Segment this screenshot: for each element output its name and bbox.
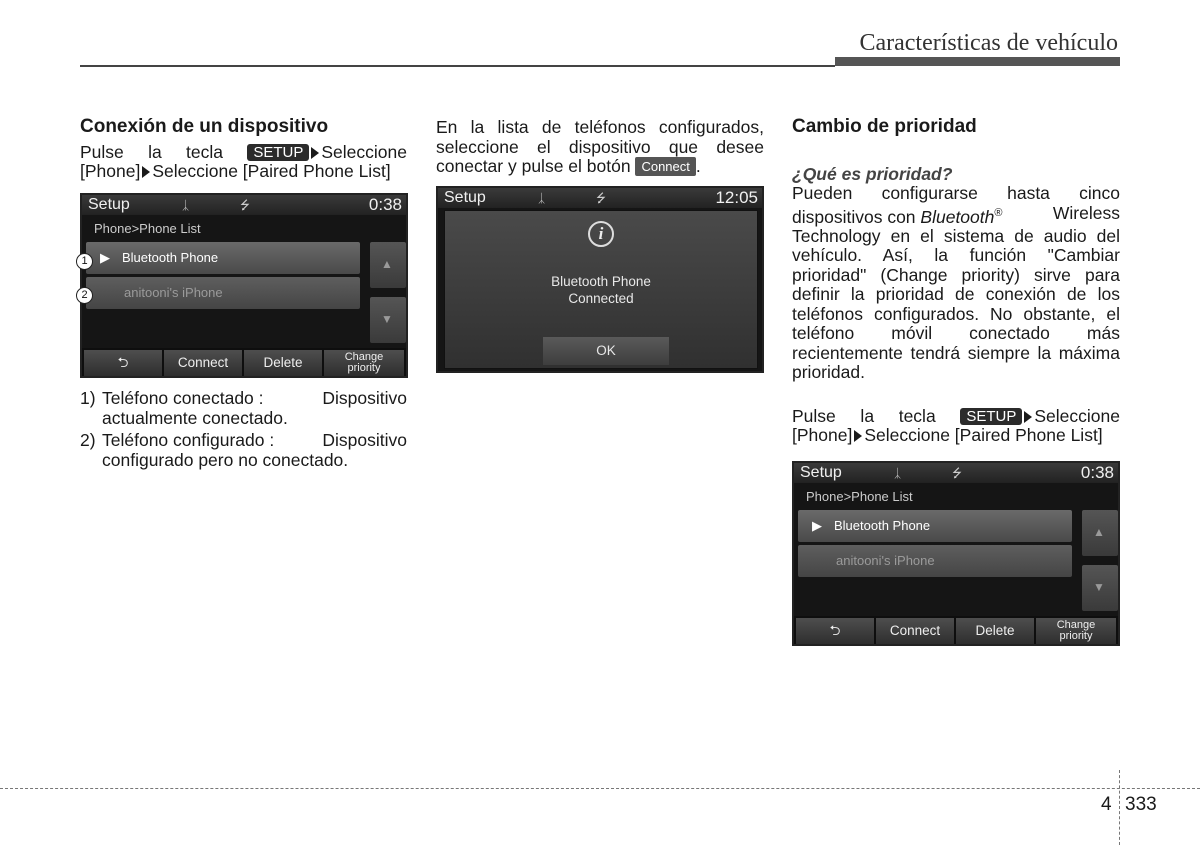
scroll-down-button[interactable]: ▼ — [370, 297, 406, 343]
connect-key: Connect — [635, 157, 695, 176]
usb-icon: ⭍ — [596, 191, 606, 205]
connect-button[interactable]: Connect — [876, 618, 954, 644]
running-header: Características de vehículo — [859, 30, 1118, 56]
phone-list-screen-2 — [792, 461, 1120, 646]
callout-2: 2 — [76, 287, 93, 304]
info-icon: i — [588, 221, 614, 247]
arrow-right-icon — [311, 147, 319, 159]
ok-button[interactable]: OK — [543, 337, 669, 365]
section-heading: Conexión de un dispositivo — [80, 116, 329, 137]
scroll-up-button[interactable]: ▲ — [1082, 510, 1118, 556]
instruction-line-2: [Phone] Seleccione [Paired Phone List] — [792, 425, 1103, 446]
chapter-number: 4 — [1101, 794, 1112, 815]
instruction-line-2: [Phone] Seleccione [Paired Phone List] — [80, 161, 391, 181]
column-3 — [792, 117, 1120, 446]
column-2: En la lista de teléfonos configurados, seleccione el dispositivo que desee conectar y pulse el botón Connect . — [436, 117, 764, 176]
bluetooth-icon: ᛣ — [894, 466, 902, 480]
usb-icon: ⭍ — [952, 466, 962, 480]
paragraph: Pueden configurarse hasta cinco dispositivos con Bluetooth® Wireless Technology en el sistema de audio del vehículo. Así, la función "Cambiar prioridad" (Change priority) sirve para definir la prioridad de conexión de los teléfonos configurados. No obstante, el teléfono móvil conectado más recientemente tendrá siempre la máxima prioridad. — [792, 183, 1120, 383]
arrow-right-icon — [854, 430, 862, 442]
clock: 0:38 — [1080, 463, 1114, 482]
breadcrumb: Phone>Phone List — [806, 489, 913, 504]
subheading: ¿Qué es prioridad? — [792, 163, 953, 184]
change-priority-button[interactable]: Change priority — [324, 350, 404, 376]
bluetooth-icon: ᛣ — [538, 191, 546, 205]
setup-key: SETUP — [960, 408, 1022, 425]
list-item[interactable]: ▶ Bluetooth Phone — [86, 242, 360, 274]
header-rule — [80, 65, 835, 67]
breadcrumb: Phone>Phone List — [94, 221, 201, 236]
screen-title: Setup — [444, 189, 486, 206]
delete-button[interactable]: Delete — [244, 350, 322, 376]
instruction-line: Pulse la tecla SETUP Seleccione — [792, 405, 1120, 426]
change-priority-button[interactable]: Change priority — [1036, 618, 1116, 644]
list-item[interactable]: anitooni's iPhone — [798, 545, 1072, 577]
clock: 0:38 — [368, 195, 402, 214]
phone-list-screen — [80, 193, 408, 378]
connected-screen — [436, 186, 764, 373]
column-1 — [80, 117, 407, 182]
list-item[interactable]: ▶ Bluetooth Phone — [798, 510, 1072, 542]
setup-key: SETUP — [247, 144, 309, 161]
dialog-message: Connected — [568, 291, 634, 306]
bluetooth-icon: ᛣ — [182, 198, 190, 212]
footer-rule — [0, 788, 1200, 789]
scroll-up-button[interactable]: ▲ — [370, 242, 406, 288]
callout-1: 1 — [76, 253, 93, 270]
dialog — [444, 210, 758, 369]
back-button[interactable]: ⮌ — [84, 350, 162, 376]
screen-title: Setup — [800, 464, 842, 481]
list-item[interactable]: anitooni's iPhone — [86, 277, 360, 309]
page-number: 333 — [1125, 794, 1157, 815]
footer-divider — [1119, 770, 1120, 845]
play-icon: ▶ — [100, 250, 110, 265]
header-rule-thick — [835, 57, 1120, 66]
clock: 12:05 — [715, 188, 758, 207]
instruction-line: Pulse la tecla SETUP Seleccione — [80, 141, 407, 162]
usb-icon: ⭍ — [240, 198, 250, 212]
delete-button[interactable]: Delete — [956, 618, 1034, 644]
scroll-down-button[interactable]: ▼ — [1082, 565, 1118, 611]
note-item: 1) Teléfono conectado : Dispositivo actualmente conectado. — [80, 388, 407, 428]
play-icon: ▶ — [812, 518, 822, 533]
connect-button[interactable]: Connect — [164, 350, 242, 376]
note-item: 2) Teléfono configurado : Dispositivo configurado pero no conectado. — [80, 430, 407, 470]
screen-title: Setup — [88, 196, 130, 213]
arrow-right-icon — [1024, 411, 1032, 423]
dialog-message: Bluetooth Phone — [551, 274, 651, 289]
arrow-right-icon — [142, 166, 150, 178]
notes-list — [80, 389, 407, 470]
back-button[interactable]: ⮌ — [796, 618, 874, 644]
section-heading: Cambio de prioridad — [792, 116, 977, 137]
